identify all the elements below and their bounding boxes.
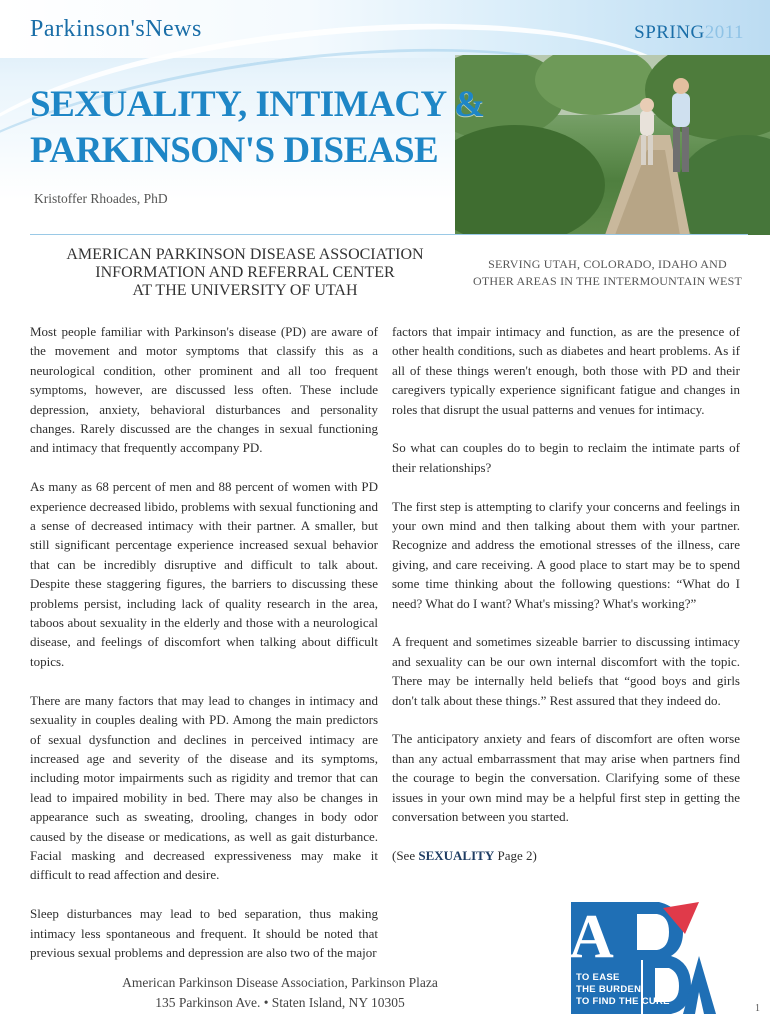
- garden-illustration: [455, 55, 770, 235]
- center-affiliation: [40, 246, 450, 300]
- see-suffix: Page 2): [497, 847, 537, 863]
- svg-text:A: A: [571, 903, 614, 971]
- page-number: 1: [755, 1003, 760, 1014]
- season-year: 2011: [704, 22, 744, 43]
- header-banner: [0, 0, 770, 235]
- service-line-2: OTHER AREAS IN THE INTERMOUNTAIN WEST: [473, 274, 742, 288]
- paragraph: The anticipatory anxiety and fears of discomfort are often worse than any actual embarrassment that may arise when partners find the courage to begin the conversation. Clarifying some of these issues in your own mind may be a helpful first step in getting the conversation between you started.: [392, 731, 740, 825]
- article-author: Kristoffer Rhoades, PhD: [34, 191, 168, 206]
- apda-logo: [571, 902, 716, 1014]
- see-keyword: SEXUALITY: [418, 847, 495, 863]
- masthead-part1: Parkinson's: [30, 16, 146, 42]
- masthead: [30, 16, 202, 43]
- paragraph: factors that impair intimacy and function, as are the presence of other health conditions, such as diabetes and heart problems. As if all of these things weren't enough, both those with PD and their caregivers typically experience significant fatigue and changes in roles that disrupt the usual patterns and venues for intimacy.: [392, 324, 740, 417]
- paragraph: The first step is attempting to clarify your concerns and feelings in your own mind and then talking about them with your partner. Recognize and address the emotional stresses of the illness, care giving, and care receiving. A good place to start may be to spend some time thinking about the following questions: “What do I need? What do I want? What's missing? What's working?”: [392, 498, 740, 611]
- continued-reference: [392, 846, 740, 865]
- footer-line-1: American Parkinson Disease Association, Parkinson Plaza: [122, 975, 438, 990]
- paragraph: There are many factors that may lead to changes in intimacy and sexuality in couples dealing with PD. Among the main predictors of sexual dysfunction and declines in perceived intimacy are increased age and severity of the disease and its symptoms, including motor impairments such as rigidity and tremor that can lead to impaired mobility in bed. There may also be changes in appearance such as sweating, drooling, changes in body odor caused by the disease or medications, as well as gait disturbance. Facial masking and decreased expressiveness may make it difficult to read affection and desire.: [30, 692, 378, 883]
- tagline-line-3: TO FIND THE CURE: [576, 996, 670, 1007]
- logo-tagline: [576, 972, 670, 1008]
- affiliation-line-2: INFORMATION AND REFERRAL CENTER: [95, 264, 395, 281]
- footer-line-2: 135 Parkinson Ave. • Staten Island, NY 10305: [155, 995, 405, 1010]
- paragraph: As many as 68 percent of men and 88 percent of women with PD experience decreased libido, problems with sexual functioning and a sense of decreased intimacy with their partner. A smaller, but still significant percentage experience increased sexual behavior that can be incredibly disruptive and difficult to talk about. Despite these staggering figures, the barriers to discussing these problems persist, including lack of quality research in the area, taboos about sexuality in the elderly and those with a neurological disease, and feelings of discomfort when talking about difficult topics.: [30, 479, 378, 669]
- service-area: [460, 256, 755, 290]
- title-line-1: SEXUALITY, INTIMACY &: [30, 84, 485, 125]
- article-column-right: [392, 322, 740, 885]
- masthead-part2: News: [145, 16, 202, 42]
- section-divider: [30, 234, 748, 235]
- title-line-2: PARKINSON'S DISEASE: [30, 130, 439, 171]
- paragraph: Sleep disturbances may lead to bed separation, thus making intimacy less spontaneous and frequent. It should be noted that previous sexual problems and depression are also two of the major: [30, 906, 378, 960]
- service-line-1: SERVING UTAH, COLORADO, IDAHO AND: [488, 257, 727, 271]
- paragraph: So what can couples do to begin to reclaim the intimate parts of their relationships?: [392, 440, 740, 475]
- tagline-line-2: THE BURDEN: [576, 984, 642, 995]
- tagline-line-1: TO EASE: [576, 972, 620, 983]
- article-title: [30, 82, 484, 174]
- season-word: SPRING: [634, 22, 705, 43]
- affiliation-line-1: AMERICAN PARKINSON DISEASE ASSOCIATION: [66, 246, 424, 263]
- issue-season: [634, 22, 744, 44]
- paragraph: A frequent and sometimes sizeable barrier to discussing intimacy and sexuality can be our own internal discomfort with the topic. There may be internally held beliefs that “good boys and girls don't talk about these things.” Rest assured that they indeed do.: [392, 634, 740, 708]
- article-column-left: [30, 322, 378, 982]
- footer-address: [70, 973, 490, 1013]
- couple-walking-photo: [455, 55, 770, 235]
- paragraph: Most people familiar with Parkinson's disease (PD) are aware of the movement and motor symptoms that classify this as a neurological condition, other prominent and all too frequent symptoms, however, are discussed less often. These include depression, anxiety, behavioral disturbances and personality changes. Rarely discussed are the changes in sexual functioning and intimacy that frequently accompany PD.: [30, 324, 378, 456]
- see-prefix: (See: [392, 847, 416, 863]
- affiliation-line-3: AT THE UNIVERSITY OF UTAH: [132, 282, 358, 299]
